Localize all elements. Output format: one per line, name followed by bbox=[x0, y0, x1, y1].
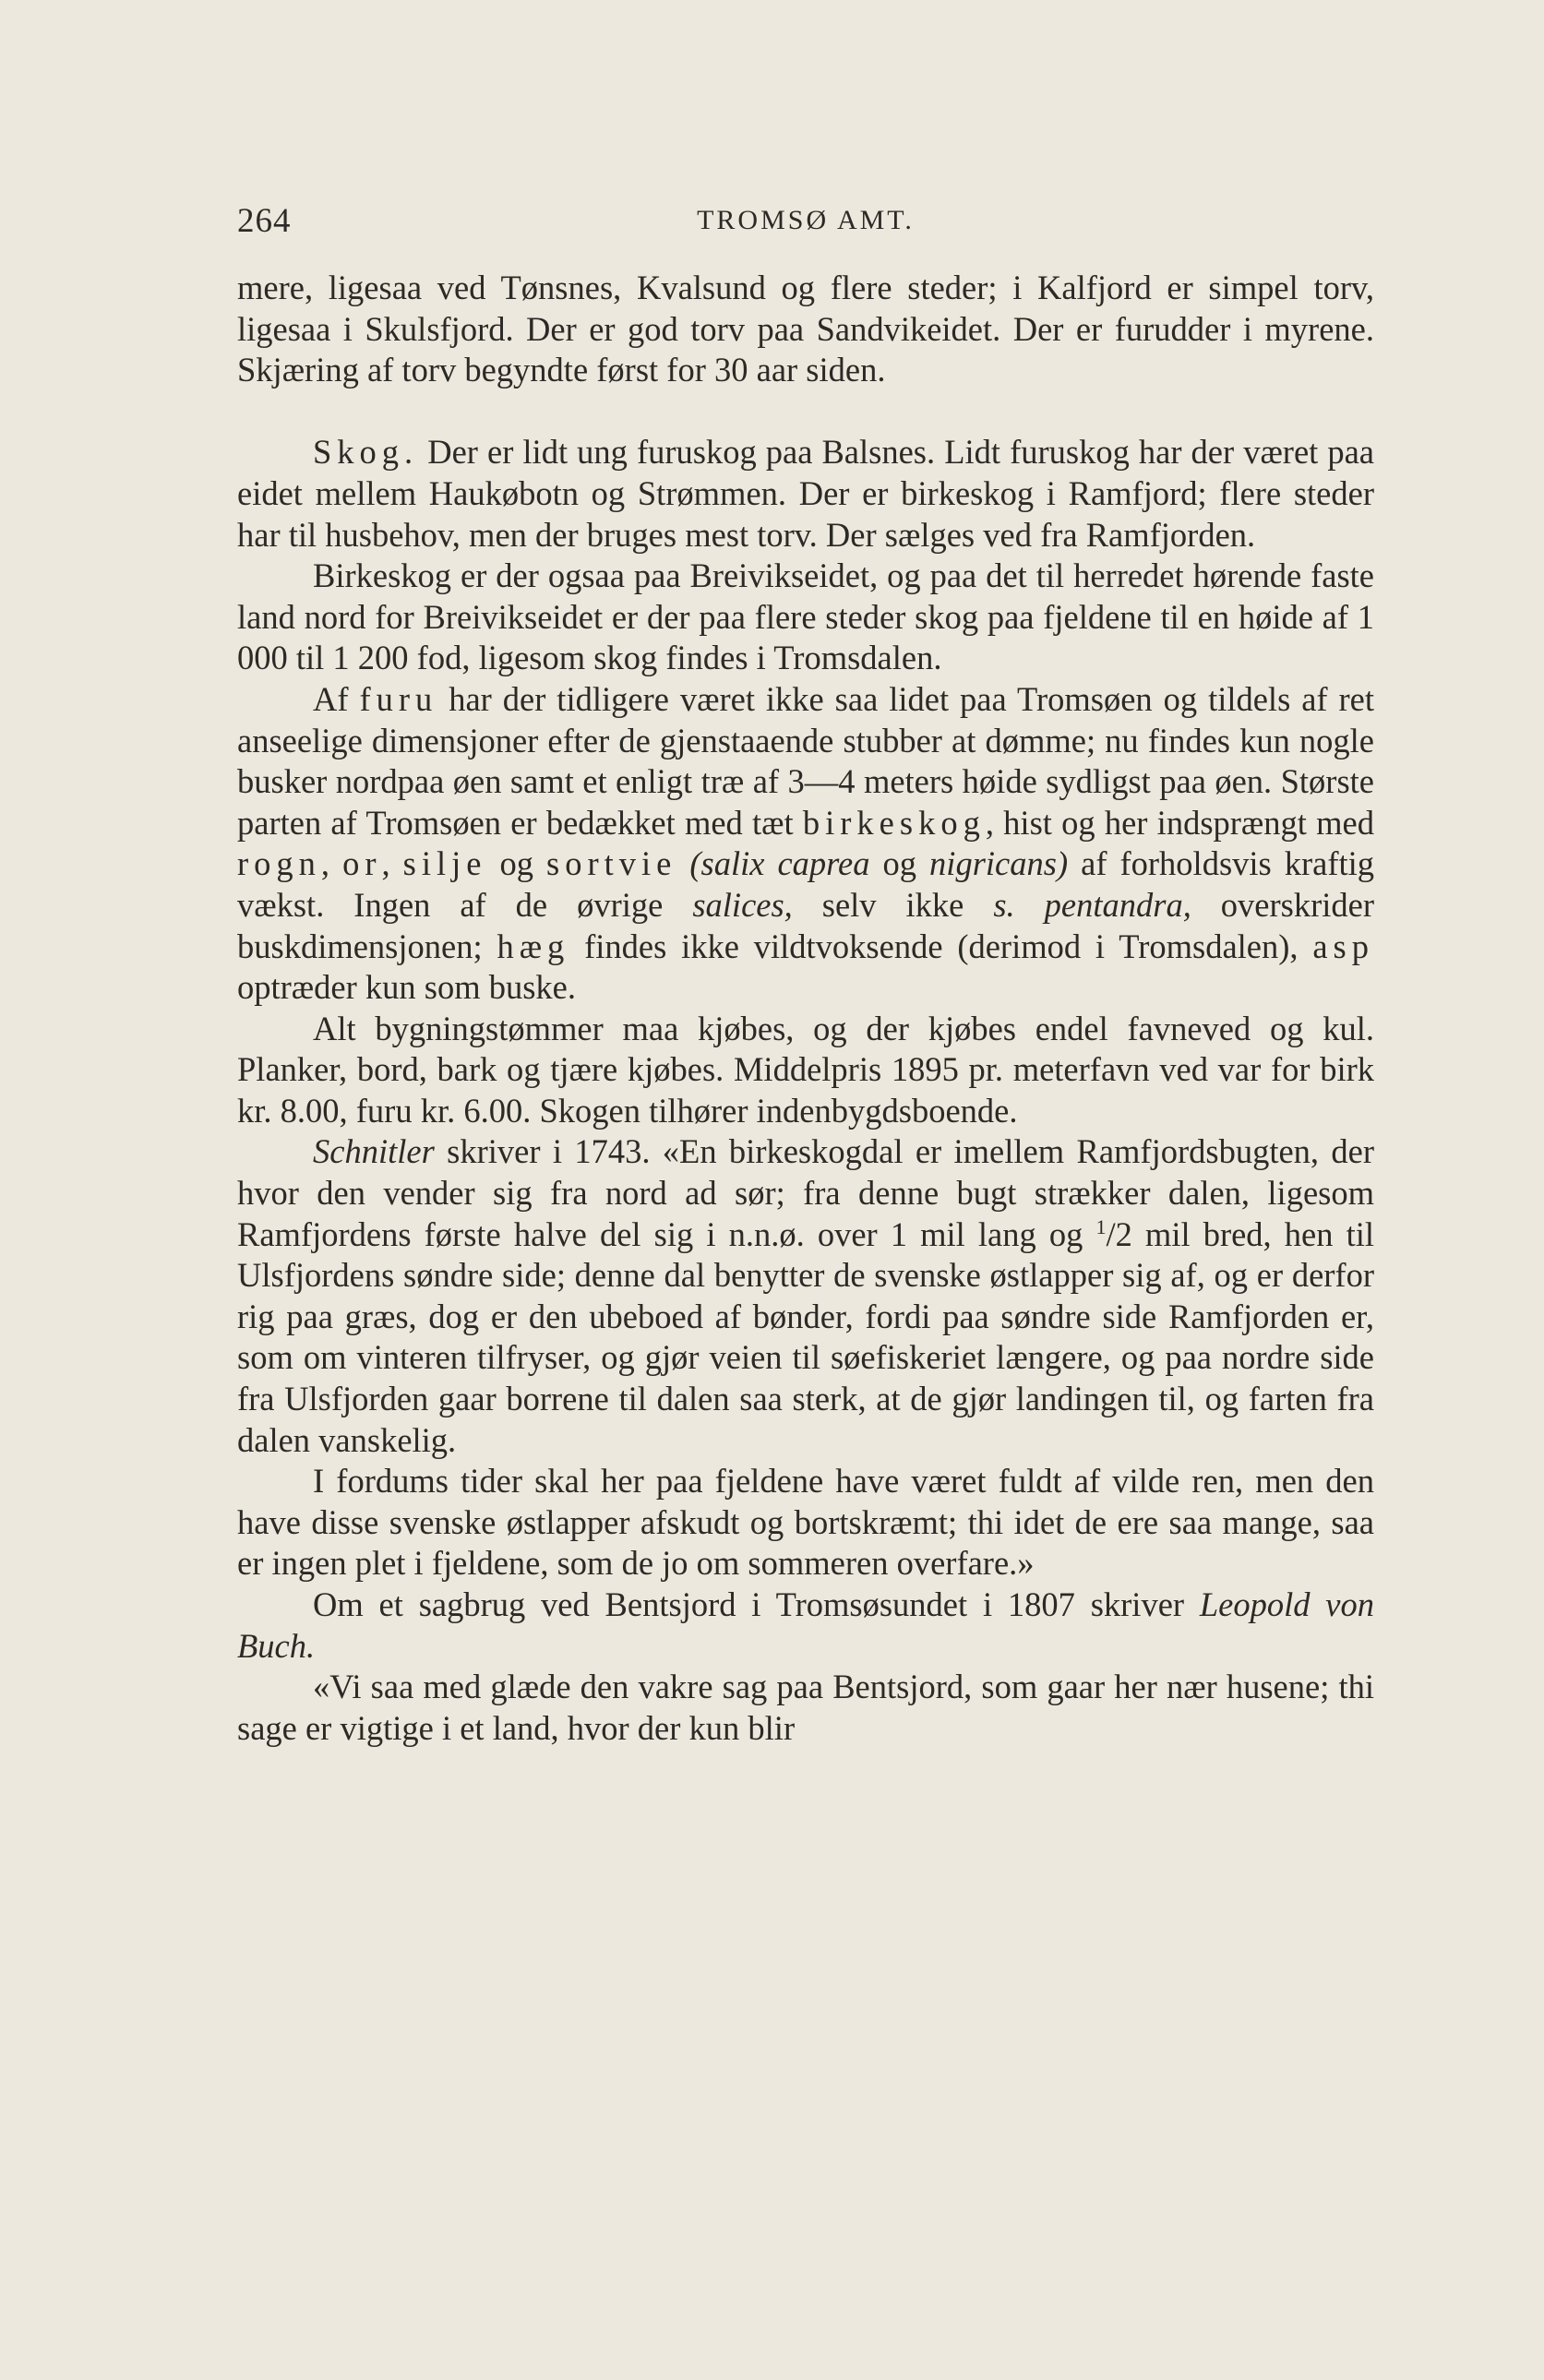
running-head: TROMSØ AMT. bbox=[697, 205, 915, 235]
spaced-term: silje bbox=[402, 844, 487, 883]
text-run: optræder kun som buske. bbox=[237, 968, 576, 1007]
paragraph-8 bbox=[237, 1585, 1374, 1667]
body-text bbox=[237, 268, 1374, 1749]
spaced-term: hæg bbox=[497, 927, 570, 965]
paragraph-2-text: Der er lidt ung furuskog paa Balsnes. Lidt furuskog har der været paa eidet mellem Haukøbotn og Strømmen. Der er birkeskog i Ramfjord; flere steder har til husbehov, men der bruges mest torv. Der sælges ved fra Ramfjorden. bbox=[237, 433, 1374, 554]
text-run: skriver i 1743. «En birkeskogdal er imellem Ramfjordsbugten, der hvor den vender sig fra nord ad sør; fra denne bugt strækker dalen, ligesom Ramfjordens første halve del sig i n.n.ø. over 1 mil lang og bbox=[237, 1132, 1374, 1253]
text-run: , hist og her indsprængt med bbox=[985, 803, 1374, 842]
text-run: findes ikke vildtvoksende (derimod i Tromsdalen), bbox=[569, 927, 1313, 965]
paragraph-4 bbox=[237, 679, 1374, 1009]
spaced-term: sortvie bbox=[546, 844, 677, 883]
spaced-term: asp bbox=[1312, 927, 1374, 965]
latin-name: s. pentandra, bbox=[993, 885, 1191, 924]
author-name: Leopold von Buch. bbox=[237, 1585, 1375, 1665]
latin-name: (salix caprea bbox=[689, 844, 870, 883]
text-run: og bbox=[869, 844, 930, 883]
paragraph-5: Alt bygningstømmer maa kjøbes, og der kjøbes endel favneved og kul. Planker, bord, bark og tjære kjøbes. Middelpris 1895 pr. meterfavn ved var for birk kr. 8.00, furu kr. 6.00. Skogen tilhører indenbygdsboende. bbox=[237, 1009, 1374, 1130]
text-run: af forholdsvis kraftig vækst. Ingen af de øvrige bbox=[237, 844, 1375, 924]
latin-name: salices, bbox=[692, 885, 793, 924]
spaced-term: furu bbox=[359, 679, 438, 718]
paragraph-7: I fordums tider skal her paa fjeldene have været fuldt af vilde ren, men den have disse svenske østlapper afskudt og bortskræmt; thi idet de ere saa mange, saa er ingen plet i fjeldene, som de jo om sommeren overfare.» bbox=[237, 1462, 1374, 1583]
paragraph-2 bbox=[237, 432, 1374, 556]
paragraph-1: mere, ligesaa ved Tønsnes, Kvalsund og flere steder; i Kalfjord er simpel torv, ligesaa i Skulsfjord. Der er god torv paa Sandvikeidet. Der er furudder i myrene. Skjæring af torv begyndte først for 30 aar siden. bbox=[237, 269, 1374, 389]
author-name: Schnitler bbox=[313, 1132, 435, 1171]
page-header bbox=[237, 201, 1374, 247]
text-run bbox=[676, 844, 689, 882]
fraction-numerator: 1 bbox=[1095, 1214, 1107, 1238]
spaced-term: birkeskog bbox=[802, 803, 986, 842]
text-run: Af bbox=[313, 679, 360, 718]
text-run: selv ikke bbox=[792, 885, 994, 924]
text-run: overskrider buskdimensjonen; bbox=[237, 885, 1374, 965]
text-run: og bbox=[486, 844, 546, 883]
paragraph-6 bbox=[237, 1131, 1374, 1461]
text-run: , bbox=[381, 844, 403, 883]
section-heading-skog: Skog. bbox=[313, 433, 419, 472]
text-run: Om et sagbrug ved Bentsjord i Tromsøsundet i 1807 skriver bbox=[313, 1585, 1200, 1623]
text-run: har der tidligere været ikke saa lidet paa Tromsøen og tildels af ret anseelige dimensjoner efter de gjenstaaende stubber at dømme; nu findes kun nogle busker nordpaa øen samt et enligt træ af 3—4 meters høide sydligst paa øen. Største parten af Tromsøen er bedækket med tæt bbox=[237, 679, 1375, 842]
text-run: , bbox=[320, 844, 343, 883]
paragraph-3: Birkeskog er der ogsaa paa Breivikseidet, og paa det til herredet hørende faste land nord for Breivikseidet er der paa flere steder skog paa fjeldene til en høide af 1 000 til 1 200 fod, ligesom skog findes i Tromsdalen. bbox=[237, 556, 1374, 677]
text-run: /2 mil bred, hen til Ulsfjordens søndre side; denne dal benytter de svenske østlapper sig af, og er derfor rig paa græs, dog er den ubeboed af bønder, fordi paa søndre side Ramfjorden er, som om vinteren tilfryser, og gjør veien til søefiskeriet længere, og paa nordre side fra Ulsfjorden gaar borrene til dalen saa sterk, at de gjør landingen til, og farten fra dalen vanskelig. bbox=[237, 1214, 1374, 1459]
paragraph-9: «Vi saa med glæde den vakre sag paa Bentsjord, som gaar her nær husene; thi sage er vigtige i et land, hvor der kun blir bbox=[237, 1668, 1374, 1747]
spaced-term: or bbox=[342, 844, 382, 883]
latin-name: nigricans) bbox=[929, 844, 1069, 883]
spaced-term: rogn bbox=[237, 844, 321, 883]
page-number: 264 bbox=[237, 202, 292, 240]
